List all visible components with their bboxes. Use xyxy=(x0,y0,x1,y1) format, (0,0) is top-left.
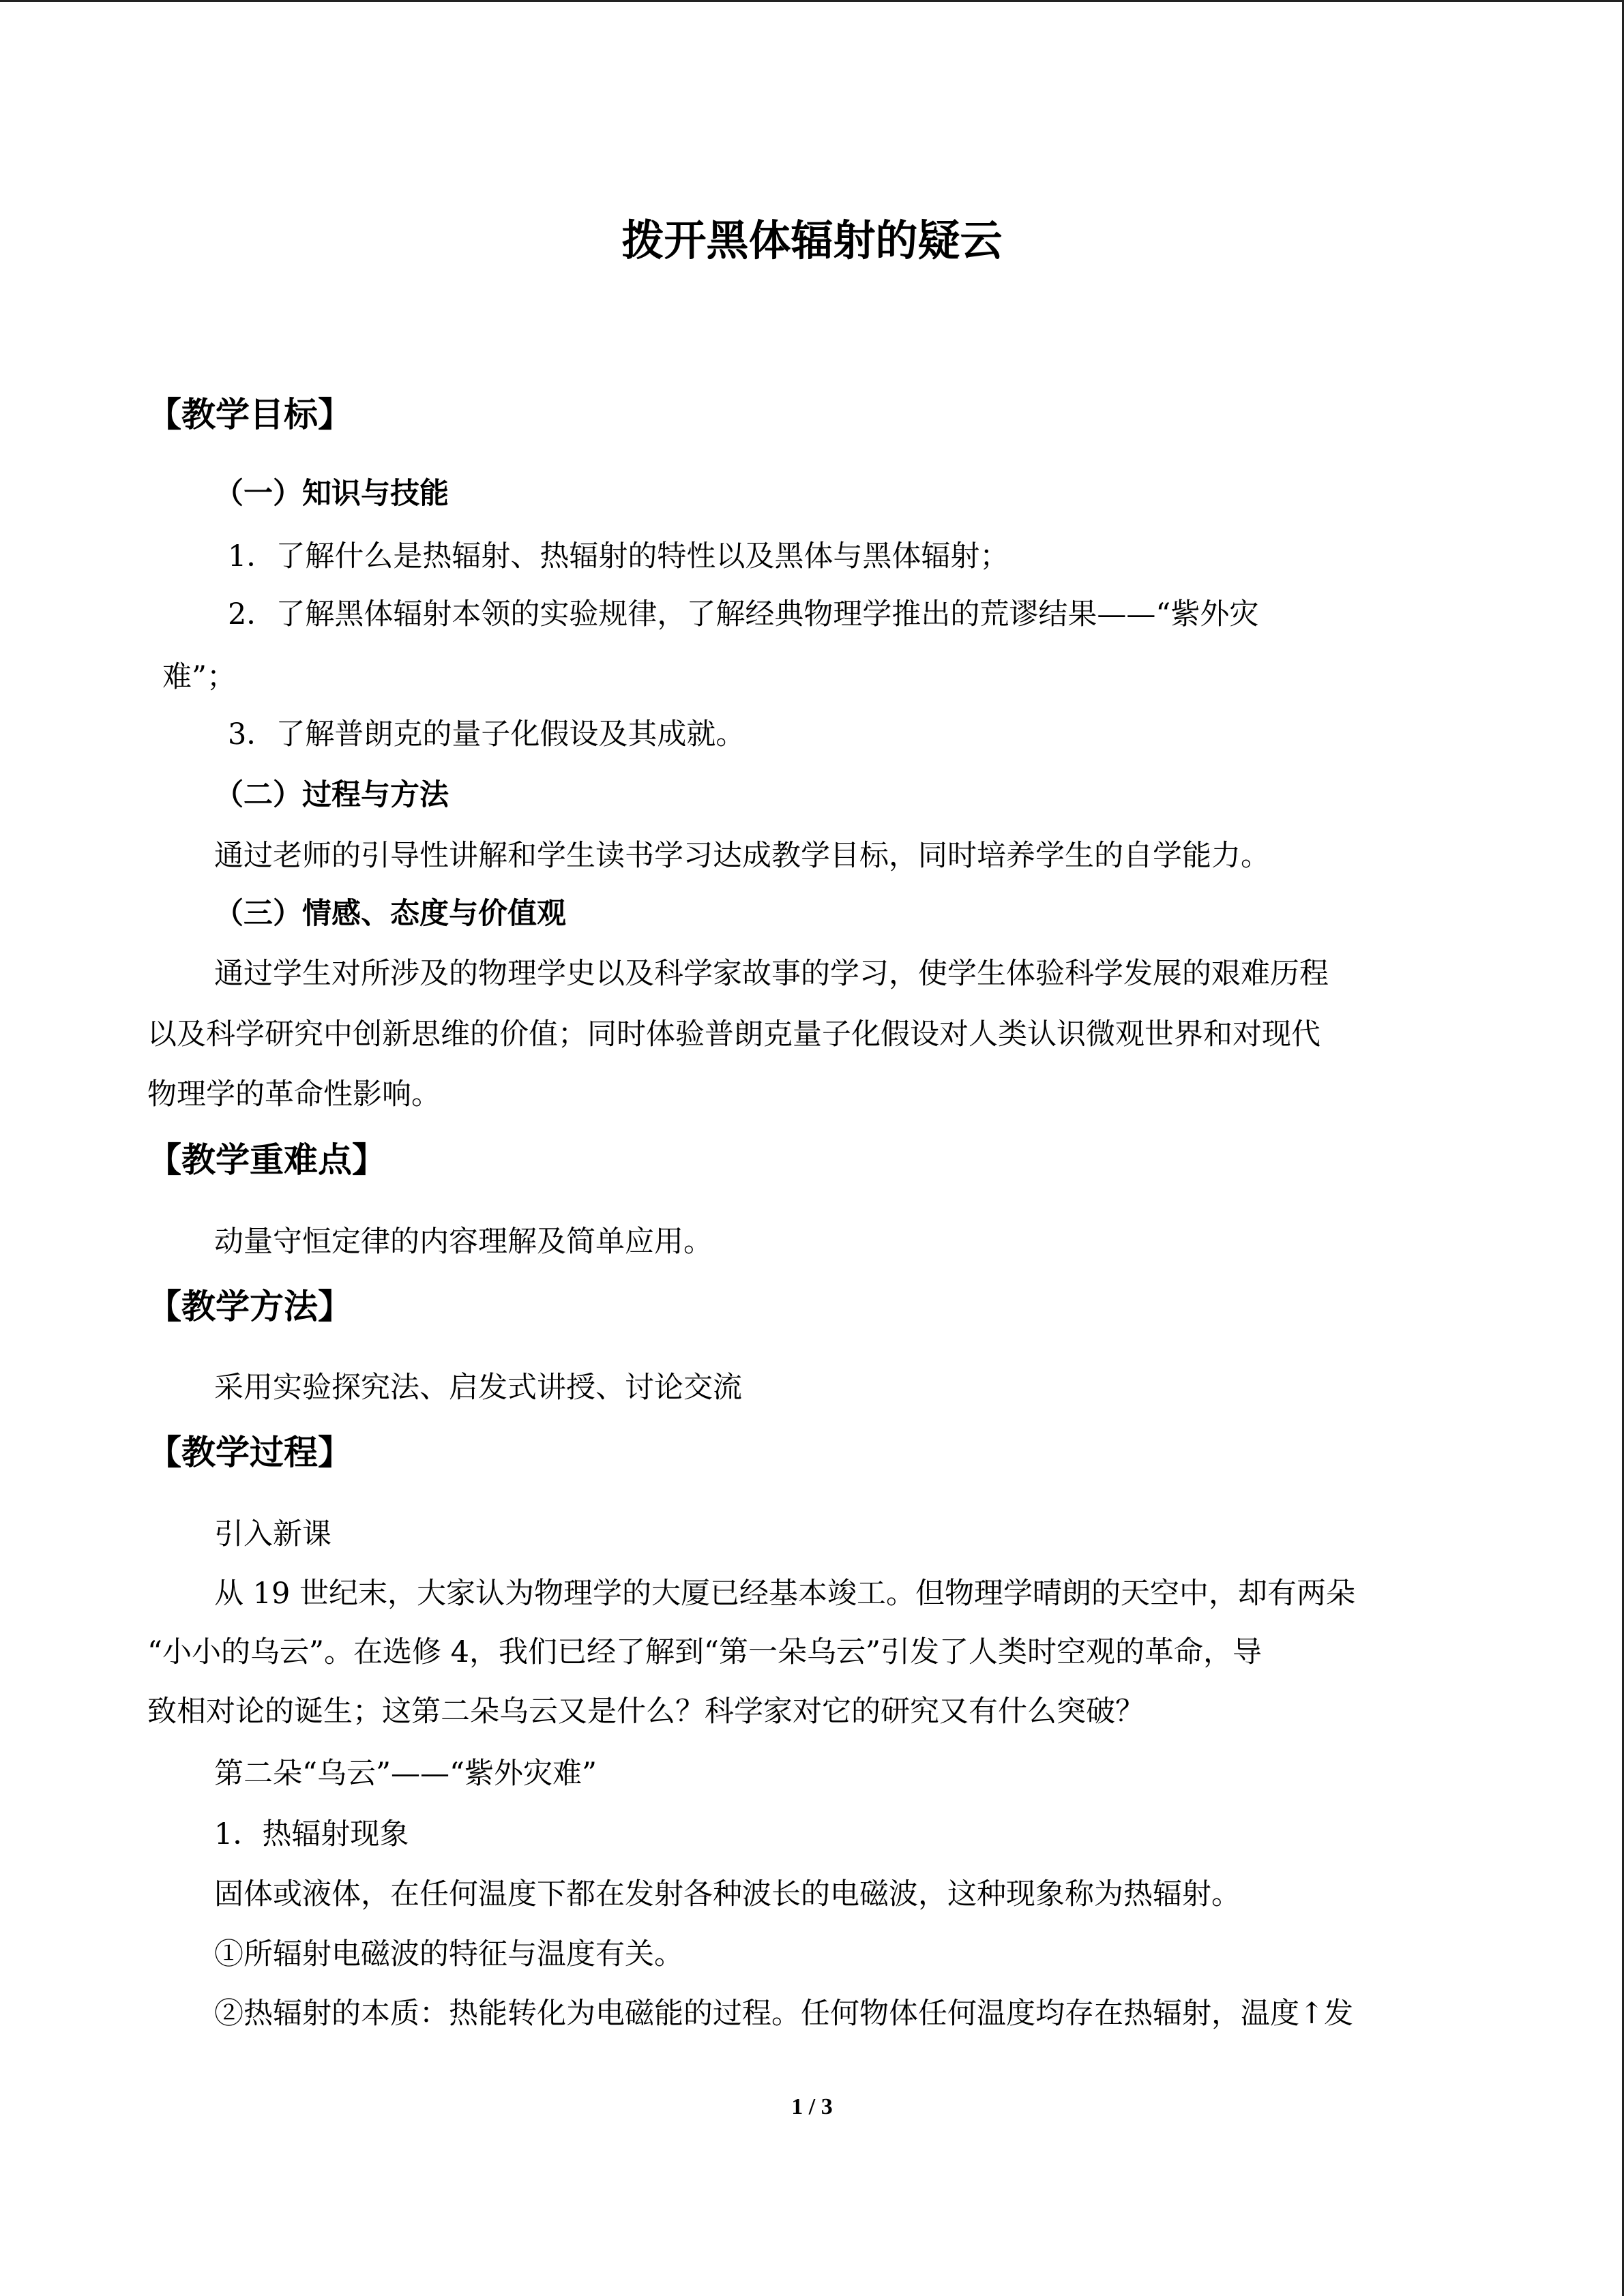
intro-text-line-2: “小小的乌云”。在选修 4，我们已经了解到“第一朵乌云”引发了人类时空观的革命，导 xyxy=(147,1635,1262,1669)
intro-label: 引入新课 xyxy=(214,1517,331,1551)
page-number: 1 / 3 xyxy=(791,2094,833,2119)
subheading-knowledge-skills: （一）知识与技能 xyxy=(214,477,449,511)
page-title: 拨开黑体辐射的疑云 xyxy=(621,215,1003,265)
process-methods-text: 通过老师的引导性讲解和学生读书学习达成教学目标，同时培养学生的自学能力。 xyxy=(214,839,1270,873)
intro-text-line-3: 致相对论的诞生；这第二朵乌云又是什么？科学家对它的研究又有什么突破？ xyxy=(147,1695,1145,1729)
section-heading-methods: 【教学方法】 xyxy=(147,1287,352,1326)
section-heading-process: 【教学过程】 xyxy=(147,1433,352,1472)
emotion-text-line-1: 通过学生对所涉及的物理学史以及科学家故事的学习，使学生体验科学发展的艰难历程 xyxy=(214,957,1329,991)
thermal-point-2: ②热辐射的本质：热能转化为电磁能的过程。任何物体任何温度均存在热辐射，温度↑发 xyxy=(214,1997,1354,2031)
second-cloud-heading: 第二朵“乌云”——“紫外灾难” xyxy=(214,1757,597,1791)
subheading-emotion-values: （三）情感、态度与价值观 xyxy=(214,897,566,931)
section-heading-key-points: 【教学重难点】 xyxy=(147,1140,386,1180)
subheading-process-methods: （二）过程与方法 xyxy=(214,778,449,812)
goal-item-3: 3．了解普朗克的量子化假设及其成就。 xyxy=(228,717,745,751)
goal-item-2-continued: 难”； xyxy=(162,660,236,694)
goal-item-2: 2．了解黑体辐射本领的实验规律，了解经典物理学推出的荒谬结果——“紫外灾 xyxy=(228,597,1259,631)
emotion-text-line-3: 物理学的革命性影响。 xyxy=(147,1077,441,1112)
emotion-text-line-2: 以及科学研究中创新思维的价值；同时体验普朗克量子化假设对人类认识微观世界和对现代 xyxy=(147,1017,1320,1052)
thermal-point-1: ①所辐射电磁波的特征与温度有关。 xyxy=(214,1937,683,1971)
key-points-text: 动量守恒定律的内容理解及简单应用。 xyxy=(214,1225,713,1259)
page-top-border xyxy=(0,0,1624,2)
thermal-radiation-heading: 1．热辐射现象 xyxy=(214,1817,409,1851)
intro-text-line-1: 从 19 世纪末，大家认为物理学的大厦已经基本竣工。但物理学晴朗的天空中，却有两朵 xyxy=(214,1577,1356,1611)
methods-text: 采用实验探究法、启发式讲授、讨论交流 xyxy=(214,1371,742,1405)
section-heading-goals: 【教学目标】 xyxy=(147,395,352,434)
thermal-radiation-definition: 固体或液体，在任何温度下都在发射各种波长的电磁波，这种现象称为热辐射。 xyxy=(214,1877,1241,1911)
goal-item-1: 1．了解什么是热辐射、热辐射的特性以及黑体与黑体辐射； xyxy=(228,539,1009,573)
